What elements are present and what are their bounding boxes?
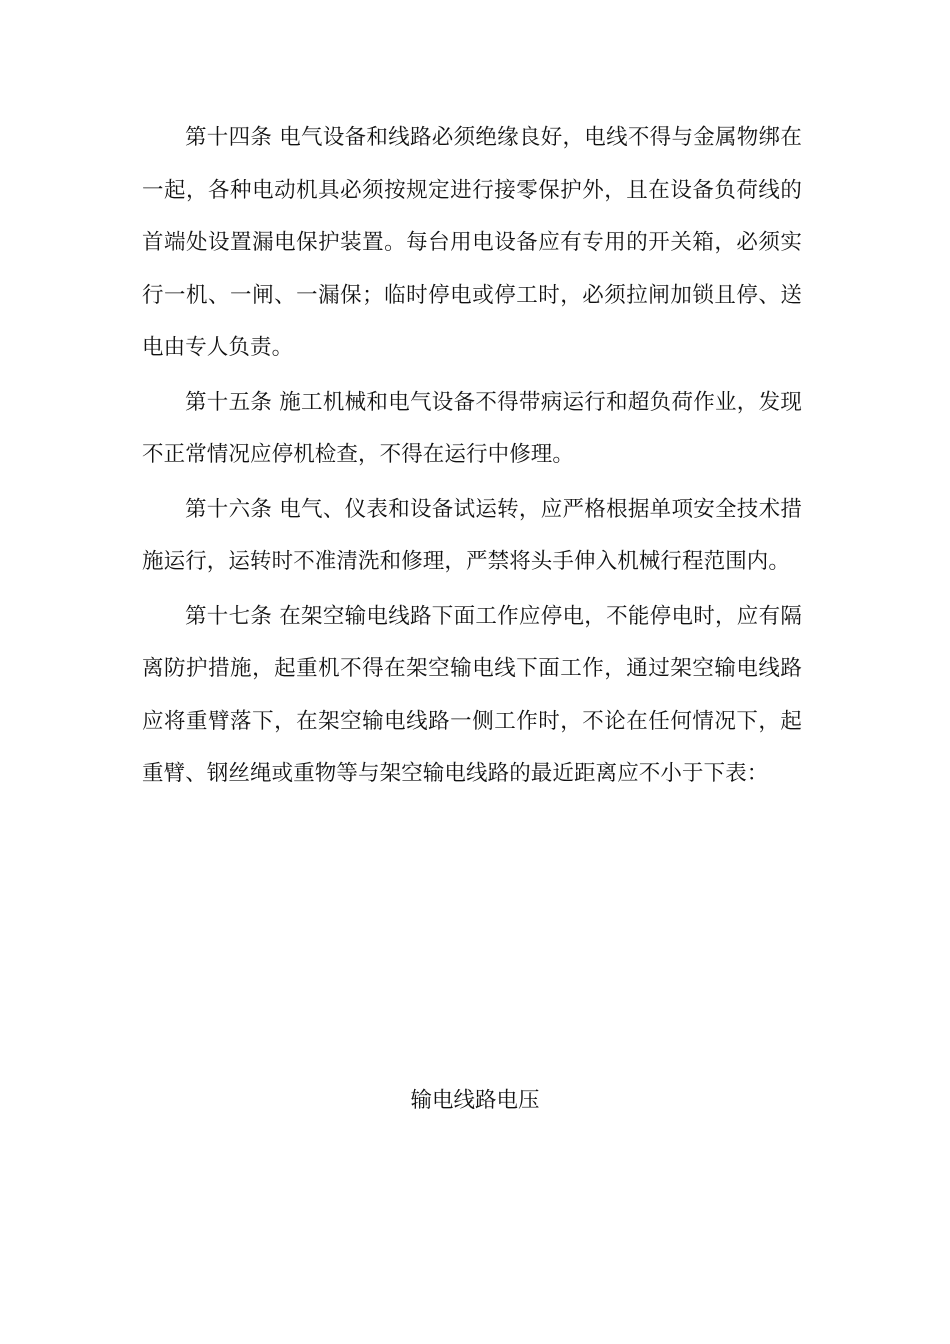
article-14-paragraph: 第十四条 电气设备和线路必须绝缘良好，电线不得与金属物绑在一起，各种电动机具必须按规定进行接零保护外，且在设备负荷线的首端处设置漏电保护装置。每台用电设备应有专用的开关箱，必须实行一机、一闸、一漏保；临时停电或停工时，必须拉闸加锁且停、送电由专人负责。 xyxy=(142,125,802,360)
article-16-paragraph: 第十六条 电气、仪表和设备试运转，应严格根据单项安全技术措施运行，运转时不准清洗和修理，严禁将头手伸入机械行程范围内。 xyxy=(142,496,802,574)
document-body xyxy=(142,112,802,803)
table-caption: 输电线路电压 xyxy=(410,1088,540,1113)
article-15-paragraph: 第十五条 施工机械和电气设备不得带病运行和超负荷作业，发现不正常情况应停机检查，不得在运行中修理。 xyxy=(142,389,802,467)
article-17-paragraph: 第十七条 在架空输电线路下面工作应停电，不能停电时，应有隔离防护措施，起重机不得在架空输电线下面工作，通过架空输电线路应将重臂落下，在架空输电线路一侧工作时，不论在任何情况下，起重臂、钢丝绳或重物等与架空输电线路的最近距离应不小于下表： xyxy=(142,603,802,786)
